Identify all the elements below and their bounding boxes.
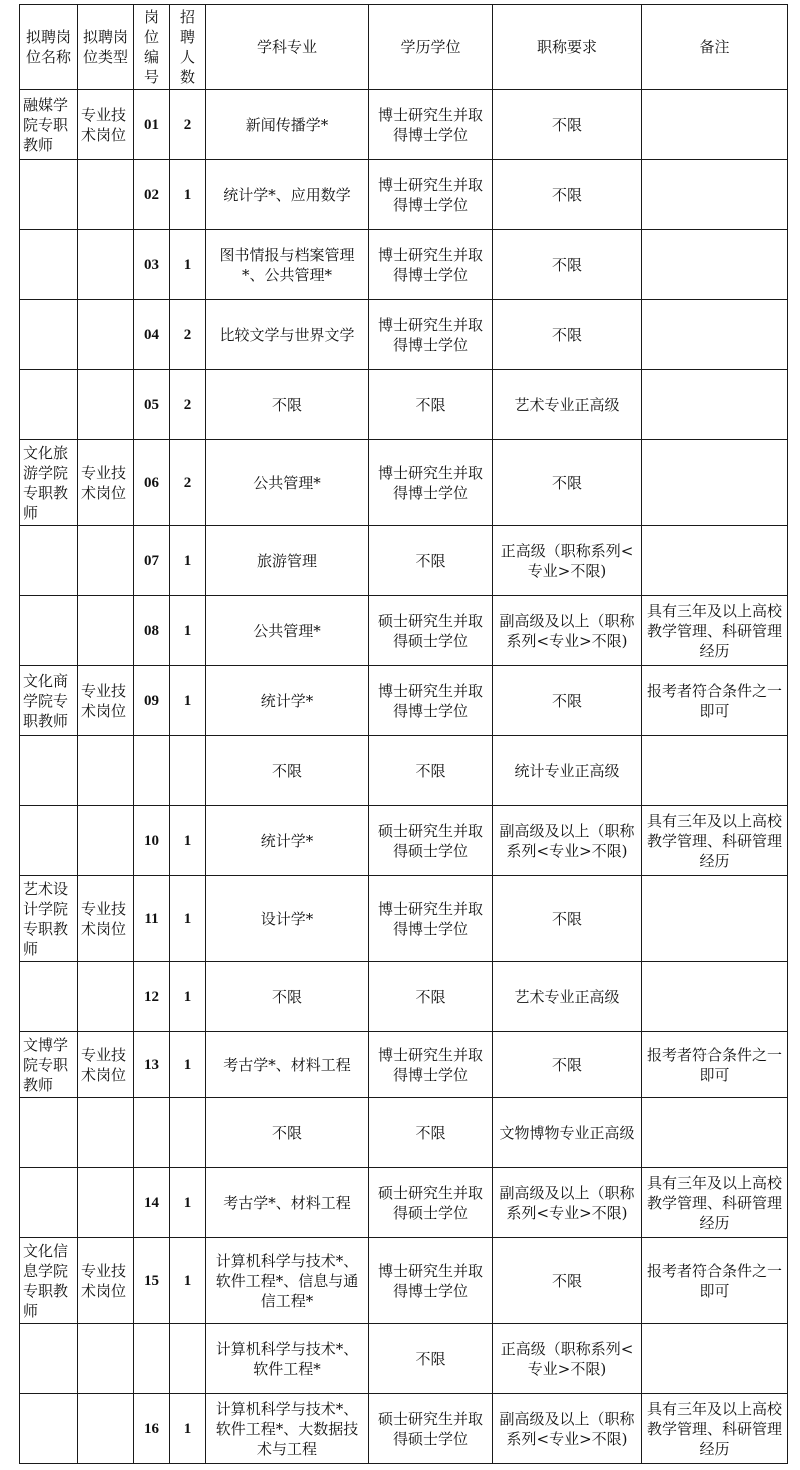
- position-type-cell: [78, 1168, 134, 1238]
- remarks-cell: 报考者符合条件之一即可: [642, 666, 788, 736]
- remarks-cell: 报考者符合条件之一即可: [642, 1032, 788, 1098]
- position-name-cell: [20, 806, 78, 876]
- major-cell: 不限: [206, 962, 369, 1032]
- position-type-cell: [78, 160, 134, 230]
- degree-cell: 不限: [369, 1324, 493, 1394]
- major-cell: 统计学*: [206, 806, 369, 876]
- major-cell: 公共管理*: [206, 596, 369, 666]
- position-type-cell: 专业技术岗位: [78, 440, 134, 526]
- title-requirement-cell: 副高级及以上（职称系列<专业>不限): [493, 1168, 642, 1238]
- remarks-cell: [642, 370, 788, 440]
- degree-cell: 博士研究生并取得博士学位: [369, 440, 493, 526]
- position-name-cell: [20, 1394, 78, 1464]
- position-name-cell: [20, 1324, 78, 1394]
- major-cell: 设计学*: [206, 876, 369, 962]
- hire-count-cell: 2: [170, 90, 206, 160]
- position-type-cell: [78, 962, 134, 1032]
- position-name-cell: [20, 300, 78, 370]
- title-requirement-cell: 艺术专业正高级: [493, 962, 642, 1032]
- position-code-cell: 14: [134, 1168, 170, 1238]
- header-row: [20, 5, 788, 90]
- remarks-cell: [642, 440, 788, 526]
- position-name-cell: 文化旅游学院专职教师: [20, 440, 78, 526]
- major-cell: 计算机科学与技术*、软件工程*、大数据技术与工程: [206, 1394, 369, 1464]
- remarks-cell: [642, 160, 788, 230]
- remarks-cell: 报考者符合条件之一即可: [642, 1238, 788, 1324]
- position-type-cell: 专业技术岗位: [78, 90, 134, 160]
- header-position-code: 岗位编号: [134, 5, 170, 90]
- position-code-cell: 03: [134, 230, 170, 300]
- position-name-cell: 艺术设计学院专职教师: [20, 876, 78, 962]
- remarks-cell: [642, 1324, 788, 1394]
- title-requirement-cell: 不限: [493, 230, 642, 300]
- position-type-cell: [78, 596, 134, 666]
- hire-count-cell: 1: [170, 160, 206, 230]
- position-name-cell: [20, 160, 78, 230]
- position-type-cell: [78, 1394, 134, 1464]
- hire-count-cell: [170, 1324, 206, 1394]
- table-row: [20, 230, 788, 300]
- table-row: [20, 1098, 788, 1168]
- hire-count-cell: [170, 736, 206, 806]
- remarks-cell: [642, 230, 788, 300]
- title-requirement-cell: 副高级及以上（职称系列<专业>不限): [493, 1394, 642, 1464]
- position-code-cell: 02: [134, 160, 170, 230]
- position-code-cell: 13: [134, 1032, 170, 1098]
- table-row: [20, 526, 788, 596]
- position-code-cell: 11: [134, 876, 170, 962]
- title-requirement-cell: 不限: [493, 1032, 642, 1098]
- title-requirement-cell: 不限: [493, 876, 642, 962]
- title-requirement-cell: 副高级及以上（职称系列<专业>不限): [493, 806, 642, 876]
- position-type-cell: 专业技术岗位: [78, 1238, 134, 1324]
- hire-count-cell: 1: [170, 876, 206, 962]
- title-requirement-cell: 文物博物专业正高级: [493, 1098, 642, 1168]
- degree-cell: 博士研究生并取得博士学位: [369, 90, 493, 160]
- table-row: [20, 1032, 788, 1098]
- hire-count-cell: 1: [170, 1238, 206, 1324]
- table-row: [20, 876, 788, 962]
- title-requirement-cell: 副高级及以上（职称系列<专业>不限): [493, 596, 642, 666]
- major-cell: 考古学*、材料工程: [206, 1168, 369, 1238]
- position-type-cell: 专业技术岗位: [78, 876, 134, 962]
- position-code-cell: [134, 1098, 170, 1168]
- title-requirement-cell: 不限: [493, 440, 642, 526]
- position-code-cell: 07: [134, 526, 170, 596]
- header-remarks: 备注: [642, 5, 788, 90]
- remarks-cell: [642, 526, 788, 596]
- title-requirement-cell: 不限: [493, 300, 642, 370]
- header-degree: 学历学位: [369, 5, 493, 90]
- major-cell: 考古学*、材料工程: [206, 1032, 369, 1098]
- position-type-cell: [78, 370, 134, 440]
- table-row: [20, 1324, 788, 1394]
- major-cell: 统计学*、应用数学: [206, 160, 369, 230]
- title-requirement-cell: 统计专业正高级: [493, 736, 642, 806]
- degree-cell: 硕士研究生并取得硕士学位: [369, 1168, 493, 1238]
- remarks-cell: 具有三年及以上高校教学管理、科研管理经历: [642, 1394, 788, 1464]
- remarks-cell: [642, 962, 788, 1032]
- table-row: [20, 160, 788, 230]
- position-code-cell: [134, 1324, 170, 1394]
- position-name-cell: [20, 736, 78, 806]
- remarks-cell: [642, 1098, 788, 1168]
- title-requirement-cell: 正高级（职称系列<专业>不限): [493, 1324, 642, 1394]
- position-name-cell: 文博学院专职教师: [20, 1032, 78, 1098]
- position-name-cell: [20, 1098, 78, 1168]
- title-requirement-cell: 正高级（职称系列<专业>不限): [493, 526, 642, 596]
- title-requirement-cell: 不限: [493, 160, 642, 230]
- degree-cell: 硕士研究生并取得硕士学位: [369, 596, 493, 666]
- position-code-cell: 08: [134, 596, 170, 666]
- hire-count-cell: 1: [170, 230, 206, 300]
- hire-count-cell: 2: [170, 440, 206, 526]
- degree-cell: 不限: [369, 962, 493, 1032]
- position-code-cell: 09: [134, 666, 170, 736]
- table-row: [20, 1238, 788, 1324]
- table-row: [20, 736, 788, 806]
- remarks-cell: 具有三年及以上高校教学管理、科研管理经历: [642, 806, 788, 876]
- position-type-cell: [78, 1098, 134, 1168]
- table-row: [20, 962, 788, 1032]
- major-cell: 图书情报与档案管理*、公共管理*: [206, 230, 369, 300]
- hire-count-cell: 2: [170, 300, 206, 370]
- hire-count-cell: 1: [170, 1168, 206, 1238]
- position-name-cell: 文化商学院专职教师: [20, 666, 78, 736]
- degree-cell: 博士研究生并取得博士学位: [369, 1032, 493, 1098]
- major-cell: 公共管理*: [206, 440, 369, 526]
- position-name-cell: [20, 962, 78, 1032]
- hire-count-cell: 2: [170, 370, 206, 440]
- position-name-cell: 文化信息学院专职教师: [20, 1238, 78, 1324]
- position-name-cell: 融媒学院专职教师: [20, 90, 78, 160]
- remarks-cell: [642, 736, 788, 806]
- table-row: [20, 1394, 788, 1464]
- position-type-cell: 专业技术岗位: [78, 1032, 134, 1098]
- table-row: [20, 596, 788, 666]
- degree-cell: 不限: [369, 526, 493, 596]
- major-cell: 比较文学与世界文学: [206, 300, 369, 370]
- degree-cell: 硕士研究生并取得硕士学位: [369, 806, 493, 876]
- major-cell: 不限: [206, 370, 369, 440]
- degree-cell: 博士研究生并取得博士学位: [369, 876, 493, 962]
- degree-cell: 博士研究生并取得博士学位: [369, 160, 493, 230]
- position-name-cell: [20, 596, 78, 666]
- degree-cell: 博士研究生并取得博士学位: [369, 230, 493, 300]
- position-type-cell: [78, 736, 134, 806]
- table-row: [20, 300, 788, 370]
- position-code-cell: 15: [134, 1238, 170, 1324]
- header-major: 学科专业: [206, 5, 369, 90]
- remarks-cell: [642, 90, 788, 160]
- major-cell: 不限: [206, 1098, 369, 1168]
- position-name-cell: [20, 370, 78, 440]
- table-row: [20, 666, 788, 736]
- major-cell: 旅游管理: [206, 526, 369, 596]
- remarks-cell: 具有三年及以上高校教学管理、科研管理经历: [642, 596, 788, 666]
- position-code-cell: 05: [134, 370, 170, 440]
- header-position-name: 拟聘岗位名称: [20, 5, 78, 90]
- table-row: [20, 90, 788, 160]
- hire-count-cell: 1: [170, 1032, 206, 1098]
- table-row: [20, 806, 788, 876]
- remarks-cell: [642, 876, 788, 962]
- position-type-cell: [78, 230, 134, 300]
- major-cell: 统计学*: [206, 666, 369, 736]
- remarks-cell: 具有三年及以上高校教学管理、科研管理经历: [642, 1168, 788, 1238]
- position-name-cell: [20, 526, 78, 596]
- major-cell: 计算机科学与技术*、软件工程*: [206, 1324, 369, 1394]
- position-code-cell: [134, 736, 170, 806]
- hire-count-cell: 1: [170, 526, 206, 596]
- position-type-cell: [78, 806, 134, 876]
- position-type-cell: [78, 526, 134, 596]
- position-code-cell: 16: [134, 1394, 170, 1464]
- major-cell: 计算机科学与技术*、软件工程*、信息与通信工程*: [206, 1238, 369, 1324]
- title-requirement-cell: 不限: [493, 1238, 642, 1324]
- position-code-cell: 10: [134, 806, 170, 876]
- table-row: [20, 440, 788, 526]
- header-position-type: 拟聘岗位类型: [78, 5, 134, 90]
- header-title-requirement: 职称要求: [493, 5, 642, 90]
- degree-cell: 不限: [369, 370, 493, 440]
- position-name-cell: [20, 1168, 78, 1238]
- title-requirement-cell: 不限: [493, 90, 642, 160]
- position-type-cell: [78, 300, 134, 370]
- title-requirement-cell: 不限: [493, 666, 642, 736]
- hire-count-cell: [170, 1098, 206, 1168]
- major-cell: 新闻传播学*: [206, 90, 369, 160]
- hire-count-cell: 1: [170, 806, 206, 876]
- hire-count-cell: 1: [170, 1394, 206, 1464]
- hire-count-cell: 1: [170, 962, 206, 1032]
- position-type-cell: [78, 1324, 134, 1394]
- table-row: [20, 370, 788, 440]
- position-code-cell: 06: [134, 440, 170, 526]
- position-name-cell: [20, 230, 78, 300]
- degree-cell: 博士研究生并取得博士学位: [369, 300, 493, 370]
- position-type-cell: 专业技术岗位: [78, 666, 134, 736]
- degree-cell: 硕士研究生并取得硕士学位: [369, 1394, 493, 1464]
- degree-cell: 不限: [369, 1098, 493, 1168]
- title-requirement-cell: 艺术专业正高级: [493, 370, 642, 440]
- position-code-cell: 01: [134, 90, 170, 160]
- major-cell: 不限: [206, 736, 369, 806]
- table-row: [20, 1168, 788, 1238]
- hire-count-cell: 1: [170, 596, 206, 666]
- position-code-cell: 12: [134, 962, 170, 1032]
- position-code-cell: 04: [134, 300, 170, 370]
- header-hire-count: 招聘人数: [170, 5, 206, 90]
- recruitment-table: [19, 4, 788, 1464]
- remarks-cell: [642, 300, 788, 370]
- degree-cell: 不限: [369, 736, 493, 806]
- hire-count-cell: 1: [170, 666, 206, 736]
- degree-cell: 博士研究生并取得博士学位: [369, 1238, 493, 1324]
- degree-cell: 博士研究生并取得博士学位: [369, 666, 493, 736]
